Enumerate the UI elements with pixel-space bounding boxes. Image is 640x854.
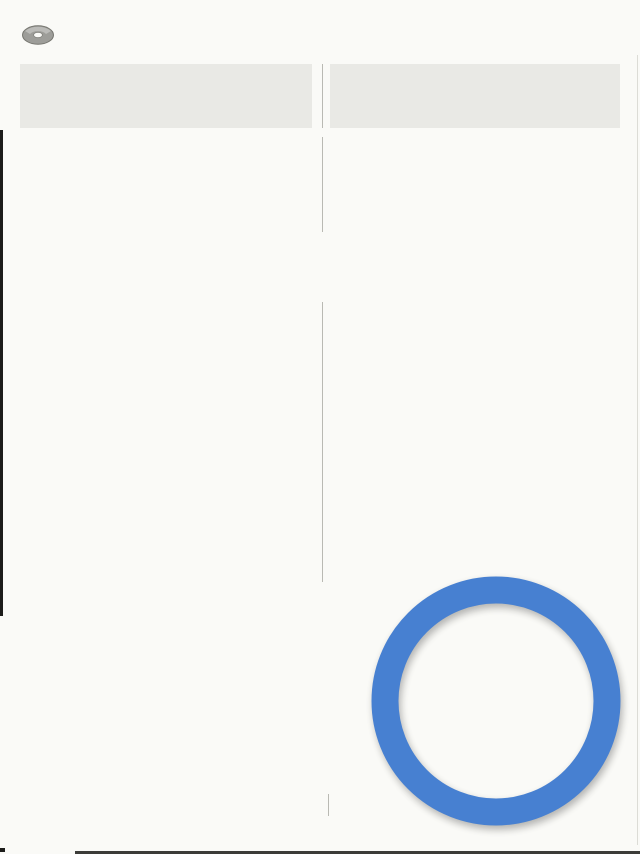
scan-right-edge — [637, 55, 638, 845]
column-divider — [322, 137, 323, 232]
column-divider — [322, 64, 323, 128]
intro-text-english — [330, 64, 620, 128]
footnote-divider — [328, 794, 329, 816]
column-divider — [322, 302, 323, 582]
scan-edge-mark — [0, 130, 3, 616]
shop-watermark — [360, 565, 632, 837]
watermark-sub-text — [463, 678, 528, 720]
intro-text-german — [20, 64, 312, 128]
cd-icon — [20, 23, 56, 47]
scan-corner-mark — [0, 848, 5, 852]
